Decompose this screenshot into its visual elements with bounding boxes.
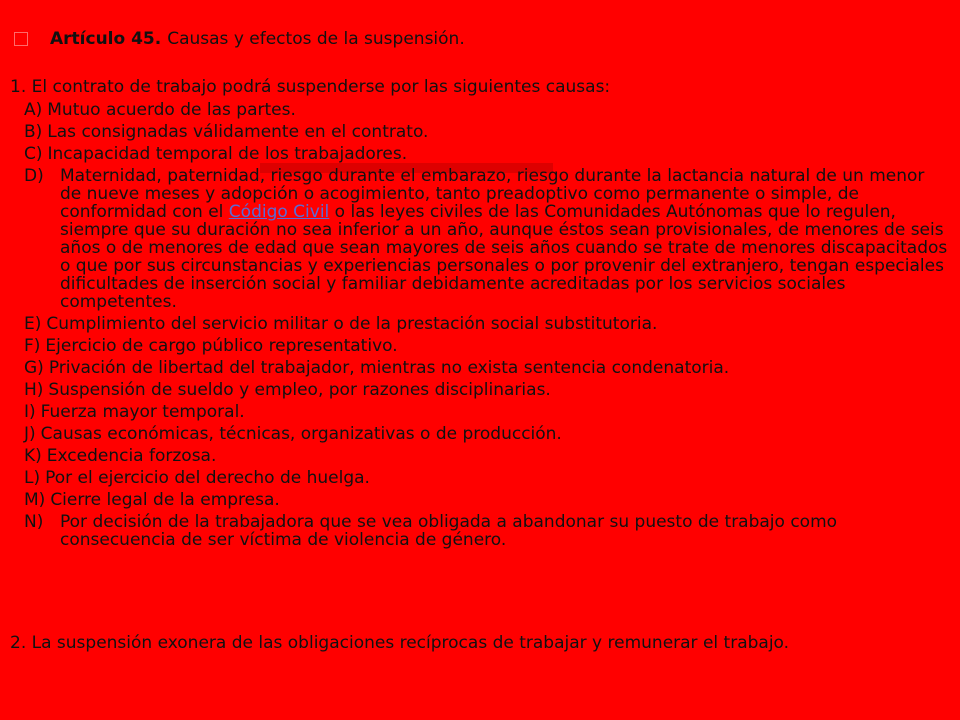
- intro-paragraph: 1. El contrato de trabajo podrá suspenderse por las siguientes causas:: [10, 77, 611, 97]
- item-text: Por el ejercicio del derecho de huelga.: [45, 468, 370, 488]
- item-text: Fuerza mayor temporal.: [40, 402, 245, 422]
- item-letter: N): [24, 512, 44, 532]
- item-letter: E): [24, 314, 42, 334]
- item-text: Suspensión de sueldo y empleo, por razones disciplinarias.: [48, 380, 551, 400]
- item-text: Privación de libertad del trabajador, mientras no exista sentencia condenatoria.: [48, 358, 730, 378]
- list-item: [24, 101, 949, 119]
- item-text: Excedencia forzosa.: [46, 446, 217, 466]
- list-item: [24, 315, 949, 333]
- item-letter: L): [24, 468, 41, 488]
- article-title: Causas y efectos de la suspensión.: [167, 29, 465, 49]
- list-item: [24, 359, 949, 377]
- article-number: Artículo 45.: [50, 29, 162, 49]
- item-letter: D): [24, 166, 44, 186]
- square-bullet-icon: [14, 32, 28, 46]
- article-heading: [14, 29, 465, 49]
- item-text: Causas económicas, técnicas, organizativas o de producción.: [40, 424, 562, 444]
- item-text: Cierre legal de la empresa.: [50, 490, 280, 510]
- list-item: [24, 145, 949, 163]
- list-item: [24, 403, 949, 421]
- causes-list: [24, 101, 949, 553]
- item-letter: J): [24, 424, 36, 444]
- item-text: Por decisión de la trabajadora que se vea obligada a abandonar su puesto de trabajo como consecuencia de ser víctima de violencia de género.: [60, 512, 838, 550]
- item-letter: I): [24, 402, 36, 422]
- list-item: [24, 513, 949, 549]
- list-item: [24, 447, 949, 465]
- item-letter: K): [24, 446, 42, 466]
- item-text-part: Maternidad, paternidad, riesgo durante el embarazo, riesgo durante la lactancia natural de un menor de nueve meses y adopción o acogimiento, tanto preadoptivo como permanente o simple, de conformidad con el: [60, 166, 925, 222]
- item-text-part: o las leyes civiles de las Comunidades Autónomas que lo regulen, siempre que su duración no sea inferior a un año, aunque éstos sean provisionales, de menores de seis años o de menores de edad que sean mayores de seis años cuando se trate de menores discapacitados o que por sus circunstancias y experiencias personales o por provenir del extranjero, tengan especiales dificultades de inserción social y familiar debidamente acreditadas por los servicios sociales competentes.: [60, 202, 948, 312]
- list-item: [24, 425, 949, 443]
- conclusion-paragraph: 2. La suspensión exonera de las obligaciones recíprocas de trabajar y remunerar el trabajo.: [10, 633, 790, 653]
- list-item: [24, 469, 949, 487]
- codigo-civil-link[interactable]: Código Civil: [228, 202, 330, 222]
- item-letter: A): [24, 100, 43, 120]
- list-item: [24, 167, 949, 311]
- item-letter: H): [24, 380, 44, 400]
- item-text: Cumplimiento del servicio militar o de la prestación social substitutoria.: [46, 314, 658, 334]
- item-text: Mutuo acuerdo de las partes.: [47, 100, 296, 120]
- item-letter: B): [24, 122, 43, 142]
- list-item: [24, 337, 949, 355]
- item-letter: M): [24, 490, 46, 510]
- item-text: Ejercicio de cargo público representativo.: [45, 336, 398, 356]
- item-letter: G): [24, 358, 44, 378]
- list-item: [24, 381, 949, 399]
- item-text: Incapacidad temporal de los trabajadores.: [47, 144, 408, 164]
- item-text: [60, 167, 949, 311]
- item-letter: F): [24, 336, 41, 356]
- list-item: [24, 123, 949, 141]
- list-item: [24, 491, 949, 509]
- item-letter: C): [24, 144, 43, 164]
- item-text: Las consignadas válidamente en el contrato.: [47, 122, 429, 142]
